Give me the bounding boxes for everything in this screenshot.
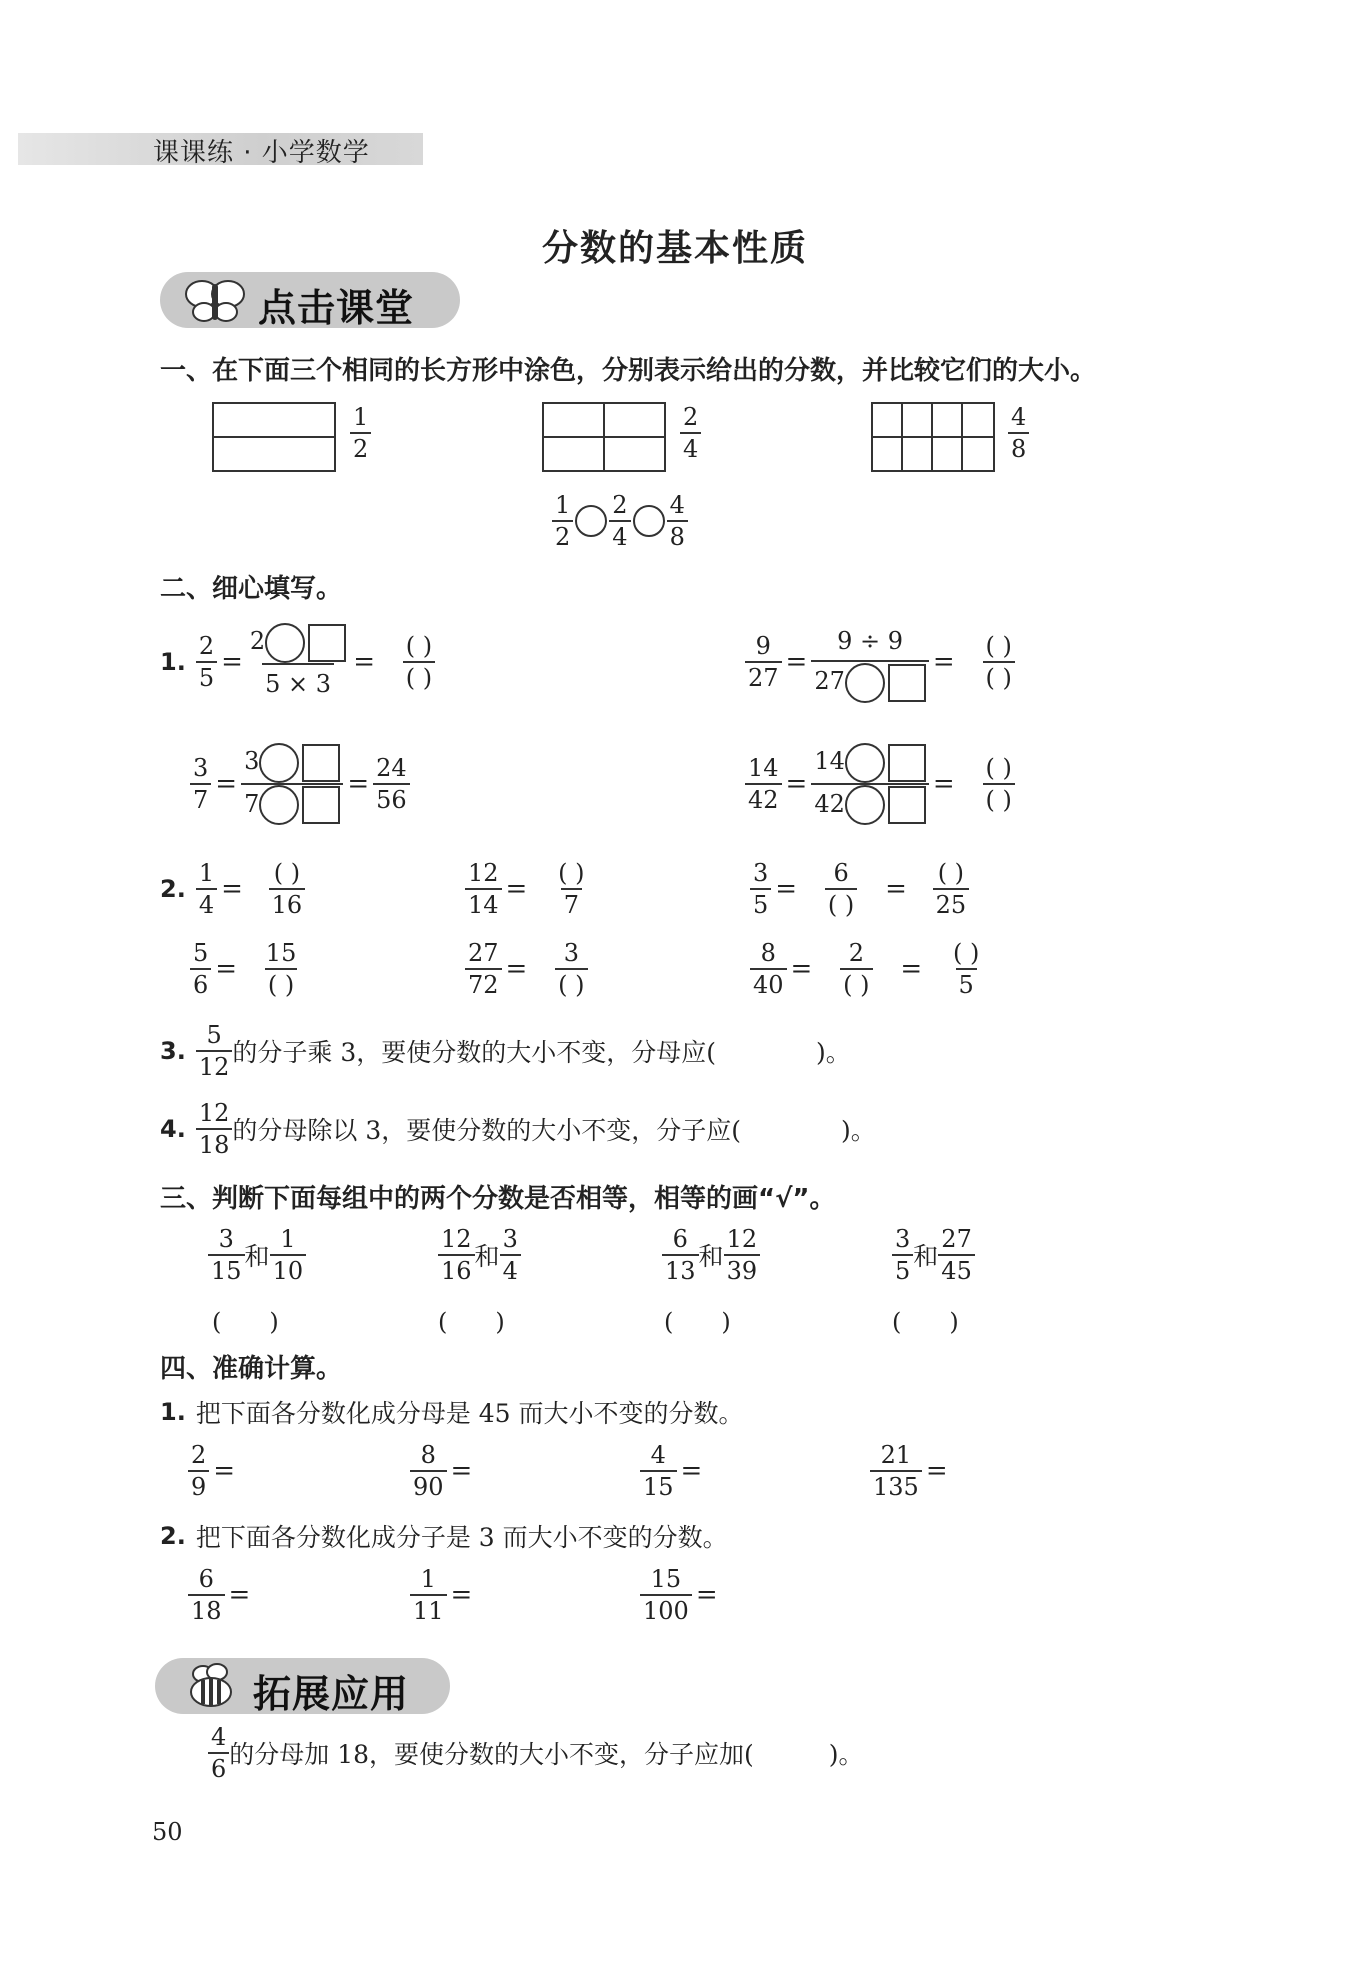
judge-pair: $\frac{12}{16}$ 和 $\frac{3}{4}$	[438, 1224, 521, 1286]
q2-item: $\frac{27}{72}$ = $\frac{3}{( )}$	[465, 938, 611, 1000]
answer-box[interactable]	[302, 744, 340, 782]
section-four-heading: 四、准确计算。	[160, 1354, 343, 1384]
banner-title: 拓展应用	[253, 1672, 410, 1716]
q1-b: $\frac{9}{27}$ = $\frac{9 \div 9}{27}$ = $\frac{( )}{( )}$	[745, 622, 1039, 703]
convert-item: $\frac{1}{11}$ =	[410, 1564, 476, 1626]
answer-box[interactable]	[888, 744, 926, 782]
rectangle-halves	[212, 402, 336, 472]
answer-blank[interactable]: ( )	[438, 1308, 505, 1336]
q2-item: $\frac{8}{40}$ = $\frac{2}{( )}$ = $\frac{( )}{5}$	[750, 938, 1006, 1000]
convert-item: $\frac{15}{100}$ =	[640, 1564, 722, 1626]
convert-item: $\frac{21}{135}$ =	[870, 1440, 952, 1502]
judge-pair: $\frac{6}{13}$ 和 $\frac{12}{39}$	[662, 1224, 760, 1286]
answer-circle[interactable]	[259, 785, 299, 825]
compare-row: $\frac{1}{2}$ $\frac{2}{4}$ $\frac{4}{8}$	[552, 490, 688, 552]
q2-item: $\frac{3}{5}$ = $\frac{6}{( )}$ = $\frac{( )}{25}$	[750, 858, 991, 920]
s4-p2-instruction: 2. 把下面各分数化成分子是 3 而大小不变的分数。	[160, 1522, 728, 1552]
banner-title: 点击课堂	[258, 286, 415, 330]
section-one-heading: 一、在下面三个相同的长方形中涂色，分别表示给出的分数，并比较它们的大小。	[160, 356, 1097, 386]
series-header	[18, 133, 423, 168]
q2-item: $\frac{12}{14}$ = $\frac{( )}{7}$	[465, 858, 611, 920]
compare-circle[interactable]	[575, 505, 607, 537]
answer-circle[interactable]	[845, 785, 885, 825]
section-three-heading: 三、判断下面每组中的两个分数是否相等，相等的画“√”。	[160, 1184, 836, 1214]
answer-blank[interactable]: ( )	[664, 1308, 731, 1336]
page-number: 50	[152, 1818, 183, 1846]
answer-box[interactable]	[302, 786, 340, 824]
answer-blank[interactable]: ( )	[892, 1308, 959, 1336]
q1-d: $\frac{14}{42}$ = $\frac{14}{42}$ = $\frac{( )}{( )}$	[745, 742, 1039, 825]
section-two-heading: 二、细心填写。	[160, 574, 343, 604]
answer-circle[interactable]	[845, 743, 885, 783]
series-header-label: 课课练 · 小学数学	[153, 138, 370, 168]
q3: 3. $\frac{5}{12}$ 的分子乘 3，要使分数的大小不变，分母应( )。	[160, 1021, 851, 1081]
q2-item: $\frac{5}{6}$ = $\frac{15}{( )}$	[190, 938, 321, 1000]
answer-box[interactable]	[888, 664, 926, 702]
section-banner-classroom	[160, 272, 460, 328]
convert-item: $\frac{6}{18}$ =	[188, 1564, 254, 1626]
q1-a: 1. $\frac{2}{5}$ = $\frac{2}{5 \times 3}$ = $\frac{( )}{( )}$	[160, 622, 459, 703]
section-banner-extension	[155, 1658, 450, 1714]
judge-pair: $\frac{3}{5}$ 和 $\frac{27}{45}$	[892, 1224, 975, 1286]
rectangle-eighths	[871, 402, 995, 472]
answer-box[interactable]	[888, 786, 926, 824]
fraction-label: $\frac{2}{4}$	[680, 402, 701, 464]
butterfly-icon	[180, 274, 250, 326]
answer-blank[interactable]: ( )	[212, 1308, 279, 1336]
fraction-label: $\frac{1}{2}$	[350, 402, 371, 464]
answer-circle[interactable]	[259, 743, 299, 783]
judge-pair: $\frac{3}{15}$ 和 $\frac{1}{10}$	[208, 1224, 306, 1286]
extension-question: $\frac{4}{6}$ 的分母加 18，要使分数的大小不变，分子应加( )。	[208, 1722, 864, 1784]
q1-c: $\frac{3}{7}$ = $\frac{3}{7}$ = $\frac{24}{56}$	[190, 742, 410, 825]
q4: 4. $\frac{12}{18}$ 的分母除以 3，要使分数的大小不变，分子应( )。	[160, 1099, 876, 1159]
page-title: 分数的基本性质	[541, 228, 808, 269]
answer-box[interactable]	[308, 624, 346, 662]
answer-circle[interactable]	[265, 623, 305, 663]
convert-item: $\frac{4}{15}$ =	[640, 1440, 706, 1502]
q2-item: 2. $\frac{1}{4}$ = $\frac{( )}{16}$	[160, 858, 327, 920]
answer-circle[interactable]	[845, 663, 885, 703]
convert-item: $\frac{2}{9}$ =	[188, 1440, 239, 1502]
rectangle-quarters	[542, 402, 666, 472]
compare-circle[interactable]	[633, 505, 665, 537]
s4-p1-instruction: 1. 把下面各分数化成分母是 45 而大小不变的分数。	[160, 1398, 744, 1428]
fraction-label: $\frac{4}{8}$	[1008, 402, 1029, 464]
convert-item: $\frac{8}{90}$ =	[410, 1440, 476, 1502]
bee-icon	[173, 1660, 245, 1712]
